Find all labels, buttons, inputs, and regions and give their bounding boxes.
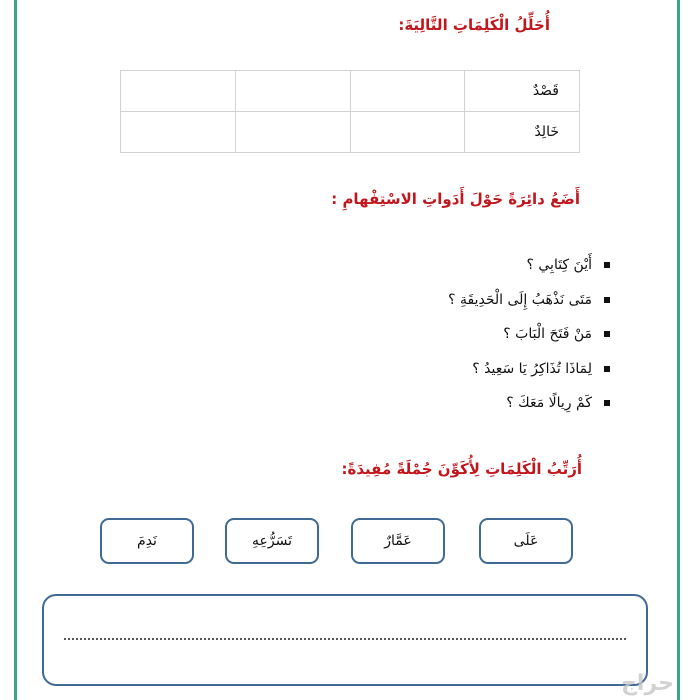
question-text[interactable]: لِمَاذَا تُذَاكِرُ يَا سَعِيدُ ؟ [472, 360, 592, 377]
question-text[interactable]: كَمْ رِيالًا مَعَكَ ؟ [506, 395, 592, 412]
question-text[interactable]: مَنْ فَتَحَ الْبَابَ ؟ [503, 326, 592, 343]
table-cell[interactable] [350, 71, 465, 112]
square-bullet-icon [604, 366, 610, 372]
table-cell[interactable] [121, 112, 236, 153]
answer-box[interactable] [42, 594, 648, 686]
square-bullet-icon [604, 297, 610, 303]
word-card[interactable]: نَدِمَ [100, 518, 194, 564]
page-border-right [677, 0, 680, 700]
table-cell[interactable] [235, 71, 350, 112]
word-card[interactable]: عَمَّارٌ [351, 518, 445, 564]
section-title-arrange: أُرَتِّبُ الْكَلِمَاتِ لِأُكَوِّنَ جُمْلَةً مُفِيدَةً: [341, 460, 582, 478]
table-cell[interactable] [350, 112, 465, 153]
question-text[interactable]: أَيْنَ كِتَابِي ؟ [526, 257, 592, 274]
answer-line[interactable] [64, 638, 626, 640]
square-bullet-icon [604, 262, 610, 268]
word-card[interactable]: تَسَرُّعِهِ [225, 518, 319, 564]
watermark-logo: حراج [621, 671, 674, 696]
table-cell[interactable] [235, 112, 350, 153]
square-bullet-icon [604, 331, 610, 337]
list-item [448, 317, 610, 352]
table-cell-word: قَصْدٌ [465, 71, 580, 112]
page-border-left [14, 0, 17, 700]
list-item [448, 352, 610, 387]
list-item [448, 386, 610, 421]
table-row [121, 112, 580, 153]
list-item [448, 283, 610, 318]
table-cell-word: خَالِدٌ [465, 112, 580, 153]
question-text[interactable]: مَتَى نَذْهَبُ إِلَى الْحَدِيقَةِ ؟ [448, 291, 592, 308]
analysis-table [120, 70, 580, 153]
square-bullet-icon [604, 400, 610, 406]
question-list [448, 248, 610, 421]
section-title-question-tools: أَضَعُ دائِرَةً حَوْلَ أَدَواتِ الاسْتِفْهامِ : [331, 190, 580, 208]
table-cell[interactable] [121, 71, 236, 112]
list-item [448, 248, 610, 283]
section-title-analyze: أُحَلِّلُ الْكَلِمَاتِ التَّالِيَةَ: [398, 16, 550, 34]
word-card[interactable]: عَلَى [479, 518, 573, 564]
table-row [121, 71, 580, 112]
